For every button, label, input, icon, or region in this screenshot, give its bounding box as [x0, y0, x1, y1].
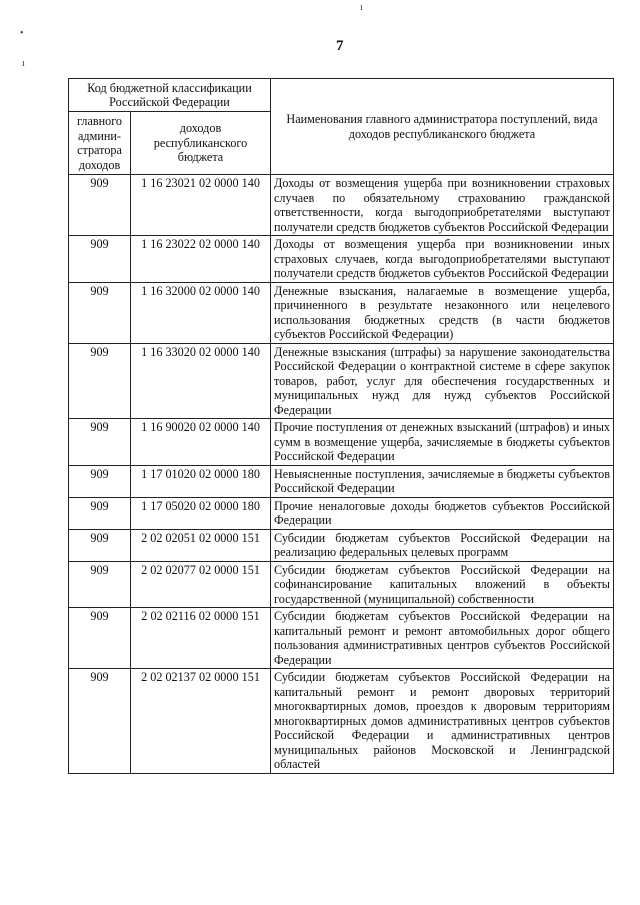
top-scan-mark: ı: [360, 2, 363, 13]
income-code-cell: 2 02 02051 02 0000 151: [131, 529, 271, 561]
revenue-name-cell: Денежные взыскания (штрафы) за нарушение законодательства Российской Федерации о контрактной системе в сфере закупок товаров, работ, услуг для обеспечения государственных и муниципальных нужд для нужд субъектов Российской Федерации: [271, 343, 614, 419]
income-code-cell: 2 02 02077 02 0000 151: [131, 561, 271, 608]
revenue-name-cell: Прочие поступления от денежных взысканий (штрафов) и иных сумм в возмещение ущерба, зачисляемые в бюджеты субъектов Российской Федерации: [271, 419, 614, 466]
admin-code-cell: 909: [69, 529, 131, 561]
admin-code-cell: 909: [69, 282, 131, 343]
table-row: [69, 561, 614, 608]
table-body: [69, 79, 614, 774]
revenue-name-cell: Денежные взыскания, налагаемые в возмещение ущерба, причиненного в результате незаконного или нецелевого использования бюджетных средств (в части бюджетов субъектов Российской Федерации): [271, 282, 614, 343]
table-row: [69, 236, 614, 283]
table-row: [69, 608, 614, 669]
header-admin-name: Наименования главного администратора поступлений, вида доходов республиканского бюджета: [271, 79, 614, 175]
header-classification-code: Код бюджетной классификации Российской Федерации: [69, 79, 271, 112]
revenue-name-cell: Субсидии бюджетам субъектов Российской Федерации на реализацию федеральных целевых программ: [271, 529, 614, 561]
revenue-name-cell: Прочие неналоговые доходы бюджетов субъектов Российской Федерации: [271, 497, 614, 529]
income-code-cell: 1 16 90020 02 0000 140: [131, 419, 271, 466]
table-row: [69, 529, 614, 561]
admin-code-cell: 909: [69, 419, 131, 466]
revenue-name-cell: Невыясненные поступления, зачисляемые в бюджеты субъектов Российской Федерации: [271, 465, 614, 497]
revenue-name-cell: Доходы от возмещения ущерба при возникновении страховых случаев по обязательному страхованию гражданской ответственности, когда выгодоприобретателями выступают получатели средств бюджетов субъектов Российской Федерации: [271, 175, 614, 236]
table-row: [69, 282, 614, 343]
revenue-name-cell: Доходы от возмещения ущерба при возникновении иных страховых случаев, когда выгодоприобретателями выступают получатели средств бюджетов субъектов Российской Федерации: [271, 236, 614, 283]
table-row: [69, 497, 614, 529]
left-scan-mark: •: [20, 28, 24, 39]
income-code-cell: 1 17 05020 02 0000 180: [131, 497, 271, 529]
income-code-cell: 1 16 23021 02 0000 140: [131, 175, 271, 236]
table-row: [69, 465, 614, 497]
admin-code-cell: 909: [69, 497, 131, 529]
admin-code-cell: 909: [69, 608, 131, 669]
header-row-1: [69, 79, 614, 112]
header-republic-revenue: доходов республиканского бюджета: [131, 112, 271, 175]
revenue-name-cell: Субсидии бюджетам субъектов Российской Федерации на капитальный ремонт и ремонт автомобильных дорог общего пользования административных центров субъектов Российской Федерации: [271, 608, 614, 669]
revenue-name-cell: Субсидии бюджетам субъектов Российской Федерации на капитальный ремонт и ремонт дворовых территорий многоквартирных домов, проездов к дворовым территориям многоквартирных домов административных центров субъектов Российской Федерации и административных центров муниципальных районов Московской и Ленинградской областей: [271, 669, 614, 774]
header-main-admin: главного админи-стратора доходов: [69, 112, 131, 175]
admin-code-cell: 909: [69, 561, 131, 608]
income-code-cell: 1 16 33020 02 0000 140: [131, 343, 271, 419]
income-code-cell: 1 16 32000 02 0000 140: [131, 282, 271, 343]
page-number: 7: [336, 38, 344, 54]
income-code-cell: 1 16 23022 02 0000 140: [131, 236, 271, 283]
admin-code-cell: 909: [69, 175, 131, 236]
income-code-cell: 2 02 02137 02 0000 151: [131, 669, 271, 774]
table-row: [69, 669, 614, 774]
admin-code-cell: 909: [69, 669, 131, 774]
table-row: [69, 419, 614, 466]
left-scan-mark-2: ı: [22, 58, 25, 69]
income-code-cell: 2 02 02116 02 0000 151: [131, 608, 271, 669]
admin-code-cell: 909: [69, 343, 131, 419]
revenue-name-cell: Субсидии бюджетам субъектов Российской Федерации на софинансирование капитальных вложений в объекты государственной (муниципальной) собственности: [271, 561, 614, 608]
income-code-cell: 1 17 01020 02 0000 180: [131, 465, 271, 497]
revenue-codes-table: [68, 78, 614, 774]
admin-code-cell: 909: [69, 236, 131, 283]
table-row: [69, 175, 614, 236]
admin-code-cell: 909: [69, 465, 131, 497]
table-row: [69, 343, 614, 419]
